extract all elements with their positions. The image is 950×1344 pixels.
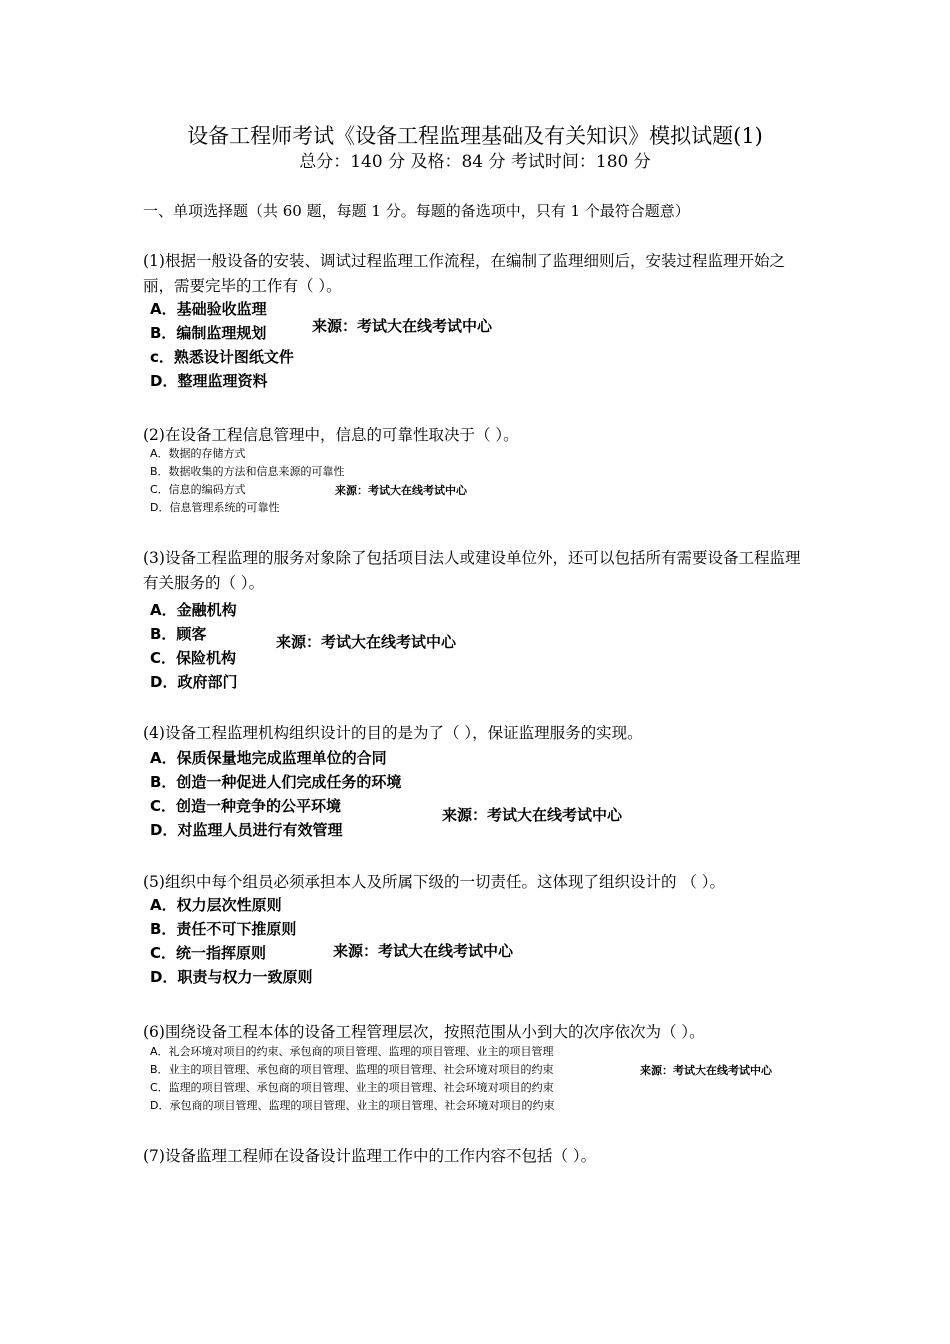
question-6-option-d: D．承包商的项目管理、监理的项目管理、业主的项目管理、社会环境对项目的约束 xyxy=(150,1099,555,1112)
question-5-option-d: D．职责与权力一致原则 xyxy=(150,968,313,986)
question-5-option-a: A．权力层次性原则 xyxy=(150,896,282,914)
question-3-options xyxy=(150,598,237,694)
section-heading: 一、单项选择题（共 60 题，每题 1 分。每题的备选项中，只有 1 个最符合题意） xyxy=(143,202,690,220)
question-5-options xyxy=(150,893,312,989)
question-1-stem: (1)根据一般设备的安装、调试过程监理工作流程，在编制了监理细则后，安装过程监理开始之丽，需要完毕的工作有（ ）。 xyxy=(143,252,785,295)
question-6-source: 来源：考试大在线考试中心 xyxy=(640,1064,772,1077)
question-3-option-b: B．顾客 xyxy=(150,625,207,643)
question-4-option-d: D．对监理人员进行有效管理 xyxy=(150,821,343,839)
question-6-option-a: A．礼会环境对项目的约束、承包商的项目管理、监理的项目管理、业主的项目管理 xyxy=(150,1045,554,1058)
question-6-options xyxy=(150,1043,554,1115)
question-4-option-b: B．创造一种促进人们完成任务的环境 xyxy=(150,773,402,791)
question-1-options xyxy=(150,297,294,393)
question-4-option-c: C．创造一种竞争的公平环境 xyxy=(150,797,342,815)
question-5-option-b: B．责任不可下推原则 xyxy=(150,920,297,938)
question-2-options xyxy=(150,445,345,517)
question-3-option-c: C．保险机构 xyxy=(150,649,237,667)
question-3-stem: (3)设备工程监理的服务对象除了包括项目法人或建设单位外，还可以包括所有需要设备工程监理有关服务的（ ）。 xyxy=(143,549,801,592)
question-5-option-c: C．统一指挥原则 xyxy=(150,944,267,962)
question-1-option-c: c．熟悉设计图纸文件 xyxy=(150,348,294,366)
question-2-option-a: A．数据的存储方式 xyxy=(150,447,246,460)
question-1-option-d: D．整理监理资料 xyxy=(150,372,268,390)
question-6-stem: (6)围绕设备工程本体的设备工程管理层次，按照范围从小到大的次序依次为（ ）。 xyxy=(143,1023,705,1041)
question-2-option-b: B．数据收集的方法和信息来源的可靠性 xyxy=(150,465,345,478)
page-title: 设备工程师考试《设备工程监理基础及有关知识》模拟试题(1) xyxy=(187,124,763,148)
question-5-stem: (5)组织中每个组员必须承担本人及所属下级的一切责任。这体现了组织设计的 （ ）。 xyxy=(143,873,726,891)
question-3-option-d: D．政府部门 xyxy=(150,673,238,691)
question-4-option-a: A．保质保量地完成监理单位的合同 xyxy=(150,749,387,767)
question-2-option-d: D．信息管理系统的可靠性 xyxy=(150,501,280,514)
question-7-stem: (7)设备监理工程师在设备设计监理工作中的工作内容不包括（ ）。 xyxy=(143,1147,597,1165)
question-2-source: 来源：考试大在线考试中心 xyxy=(335,484,467,497)
question-4-source: 来源：考试大在线考试中心 xyxy=(442,806,623,824)
question-6-option-c: C．监理的项目管理、承包商的项目管理、业主的项目管理、社会环境对项目的约束 xyxy=(150,1081,554,1094)
question-6-option-b: B．业主的项目管理、承包商的项目管理、监理的项目管理、社会环境对项目的约束 xyxy=(150,1063,554,1076)
question-3-option-a: A．金融机构 xyxy=(150,601,237,619)
question-2-option-c: C．信息的编码方式 xyxy=(150,483,246,496)
question-1-option-b: B．编制监理规划 xyxy=(150,324,267,342)
question-4-options xyxy=(150,746,401,842)
question-1-source: 来源：考试大在线考试中心 xyxy=(312,317,493,335)
question-2-stem: (2)在设备工程信息管理中，信息的可靠性取决于（ ）。 xyxy=(143,426,519,444)
question-5-source: 来源：考试大在线考试中心 xyxy=(333,942,514,960)
question-3-source: 来源：考试大在线考试中心 xyxy=(276,633,457,651)
question-1-option-a: A．基础验收监理 xyxy=(150,300,267,318)
question-4-stem: (4)设备工程监理机构组织设计的目的是为了（ ），保证监理服务的实现。 xyxy=(143,724,643,742)
exam-info: 总分：140 分 及格：84 分 考试时间：180 分 xyxy=(299,152,651,172)
